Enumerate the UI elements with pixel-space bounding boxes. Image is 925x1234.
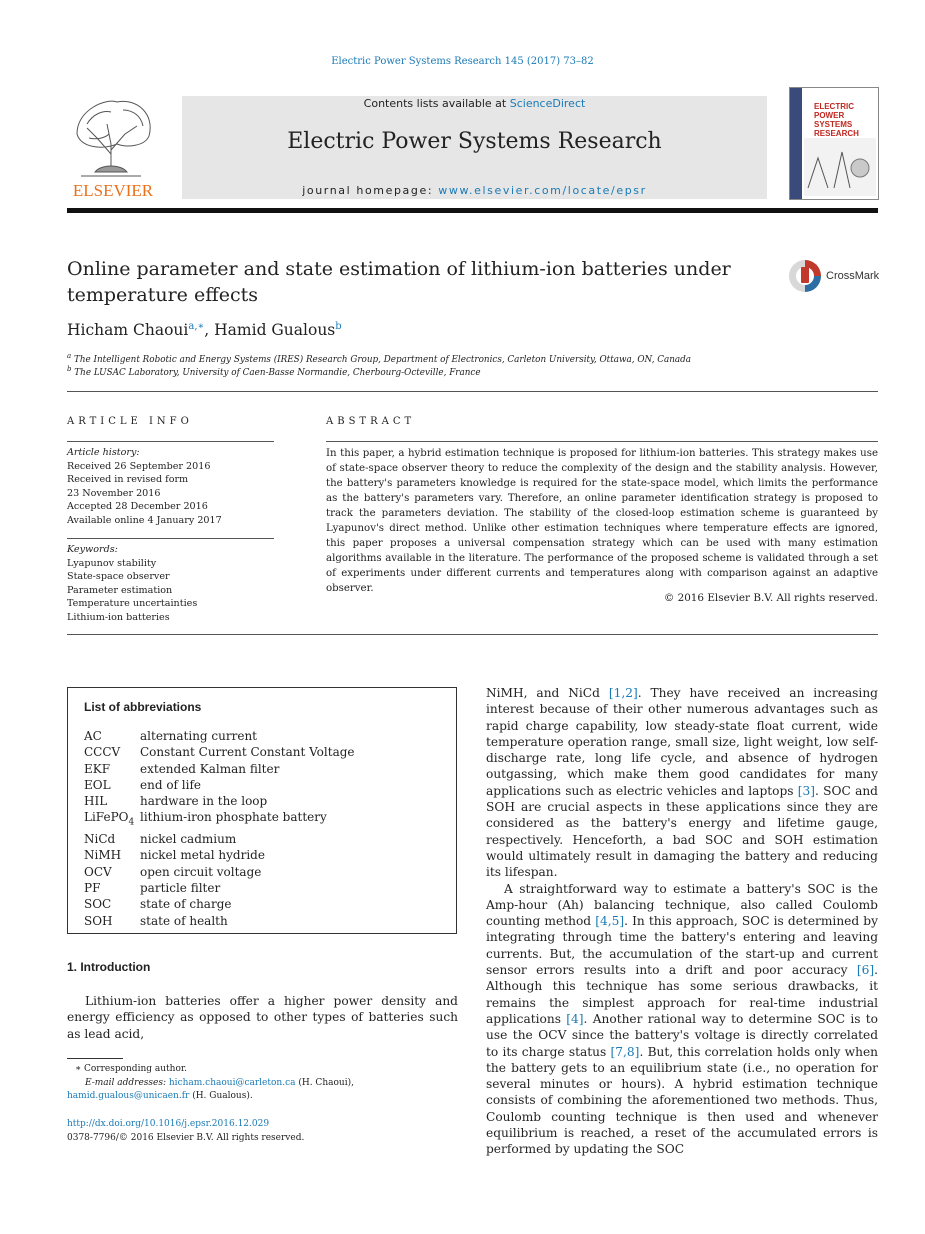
history-item: Received in revised form (67, 474, 189, 485)
intro-paragraph: Lithium-ion batteries offer a higher power density and energy efficiency as opposed to other types of batteries such as lead acid, (67, 994, 458, 1041)
abbreviation-definition: hardware in the loop (140, 794, 268, 809)
abbreviation-row (84, 728, 355, 744)
abbreviation-term: PF (84, 881, 101, 896)
abbreviations-list (84, 728, 355, 929)
abbreviation-row (84, 761, 355, 777)
doi-block (67, 1118, 304, 1145)
abstract-heading: ABSTRACT (326, 416, 416, 427)
abbreviation-term: CCCV (84, 745, 121, 760)
history-item: 23 November 2016 (67, 487, 161, 499)
divider (326, 441, 878, 442)
affiliation-a: $^a$ The Intelligent Robotic and Energy Systems (IRES) Research Group, Department of Electronics, Carleton University, Ottawa, ON, Canada (67, 352, 692, 365)
body-paragraph: A straightforward way to estimate a battery's SOC is the Amp-hour (Ah) balancing technique, also called Coulomb counting method [4,5]. In this approach, SOC is determined by integrating through time the battery's entering and leaving currents. But, the accumulation of the start-up and current sensor errors results into a drift and poor accuracy [6]. Although this technique has some serious drawbacks, it remains the simplest approach for real-time industrial applications [4]. Another rational way to determine SOC is to use the OCV since the battery's voltage is directly correlated to its charge status [7,8]. But, this correlation holds only when the battery gets to an equilibrium state (i.e., no operation for several minutes or hours). A hybrid estimation technique consists of combining the aforementioned two methods. Thus, Coulomb counting technique is then used and whenever equilibrium is reached, a reset of the accumulated errors is performed by updating the SOC (486, 881, 879, 1157)
abbreviation-row (84, 744, 355, 760)
journal-homepage-link[interactable]: www.elsevier.com/locate/epsr (438, 184, 647, 197)
abbreviation-row (84, 880, 355, 896)
right-column-text (486, 685, 878, 1158)
elsevier-wordmark: ELSEVIER (72, 181, 154, 200)
journal-citation[interactable]: Electric Power Systems Research 145 (2017) 73–82 (331, 56, 594, 67)
abbreviation-definition: end of life (140, 777, 202, 792)
abbreviation-term: NiCd (84, 832, 116, 847)
citation-link[interactable]: [4,5] (595, 914, 625, 929)
keyword[interactable]: Parameter estimation (67, 584, 173, 596)
history-item: Received 26 September 2016 (67, 460, 211, 472)
abstract-copyright: © 2016 Elsevier B.V. All rights reserved. (663, 592, 878, 604)
abstract-text: In this paper, a hybrid estimation technique is proposed for lithium-ion batteries. This strategy makes use of state-space observer theory to reduce the complexity of the design and the stability analysis. However, the battery's parameters knowledge is required for the state-space model, which limits the performance as the battery's parameters vary. Therefore, an online parameter identification strategy is proposed to track the parameters deviation. The stability of the closed-loop estimation scheme is guaranteed by Lyapunov's direct method. Unlike other estimation techniques where temperature effects are ignored, this paper proposes a universal compensation strategy which can be used with many estimation algorithms available in the literature. The performance of the proposed scheme is validated through a set of experiments under different currents and temperatures along with comparison against an adaptive observer. (326, 448, 878, 594)
keyword[interactable]: Temperature uncertainties (67, 598, 198, 609)
keyword[interactable]: Lyapunov stability (67, 557, 157, 569)
author-name: Hamid Gualous (214, 321, 336, 340)
abbreviation-term: SOH (84, 913, 113, 928)
abbreviation-definition: state of charge (140, 897, 232, 912)
header-rule (67, 208, 878, 213)
abbreviation-definition: nickel metal hydride (140, 848, 265, 863)
keyword[interactable]: State-space observer (67, 571, 170, 582)
citation-link[interactable]: [4] (566, 1011, 584, 1026)
crossmark-label: CrossMark (826, 270, 880, 282)
journal-homepage-line: journal homepage: www.elsevier.com/locate/epsr (302, 184, 647, 197)
abbreviation-row (84, 793, 355, 809)
abbreviation-row (84, 809, 355, 831)
abbreviation-row (84, 864, 355, 880)
divider (67, 391, 878, 392)
footnote-rule (67, 1058, 123, 1059)
journal-title: Electric Power Systems Research (287, 129, 662, 154)
abbreviation-row (84, 847, 355, 863)
abbreviation-definition: particle filter (140, 881, 221, 896)
article-info-heading: ARTICLE INFO (67, 416, 193, 427)
section-heading-introduction: 1. Introduction (67, 960, 151, 974)
abbreviation-definition: lithium-iron phosphate battery (140, 810, 327, 825)
abbreviation-term: LiFePO$_4$ (84, 810, 135, 828)
abbreviation-definition: open circuit voltage (140, 864, 262, 879)
abbreviation-term: HIL (84, 794, 108, 809)
affiliation-b: $^b$ The LUSAC Laboratory, University of Caen-Basse Normandie, Cherbourg-Octeville, France (67, 365, 481, 378)
abbreviations-title: List of abbreviations (84, 700, 202, 714)
abbreviation-row (84, 831, 355, 847)
contents-line: Contents lists available at ScienceDirect (363, 97, 586, 110)
abbreviation-term: AC (84, 729, 102, 743)
abbreviation-term: NiMH (84, 848, 122, 863)
history-item: Available online 4 January 2017 (67, 514, 222, 526)
abbreviation-term: EOL (84, 777, 111, 792)
email-link[interactable]: hicham.chaoui@carleton.ca (168, 1077, 296, 1088)
abbreviation-term: SOC (84, 897, 112, 912)
elsevier-logo (67, 94, 159, 202)
abbreviation-row (84, 896, 355, 912)
body-paragraph: NiMH, and NiCd [1,2]. They have received an increasing interest because of their other numerous advantages such as rapid charge capability, low steady-state float current, wide temperature operation range, small size, light weight, low self-discharge rate, long life cycle, and absence of hydrogen outgassing, which make them good candidates for many applications such as electric vehicles and laptops [3]. SOC and SOH are crucial aspects in these applications since they are considered as the battery's energy and lifetime gauge, respectively. Henceforth, a bad SOC and SOH estimation would ultimately result in damaging the battery and reducing its lifespan. (486, 686, 878, 880)
crossmark-icon (787, 258, 823, 294)
abbreviation-term: EKF (84, 761, 111, 776)
divider (67, 634, 878, 635)
article-title: Online parameter and state estimation of lithium-ion batteries under temperature effects (67, 258, 731, 306)
divider (67, 441, 274, 442)
author-list: Hicham Chaoui$^{a,∗}$, Hamid Gualous$^b$ (67, 321, 342, 340)
keyword[interactable]: Lithium-ion batteries (67, 611, 170, 623)
abbreviation-row (84, 913, 355, 929)
author-affiliation-marker[interactable]: a,∗ (188, 321, 205, 332)
abbreviations-box (67, 687, 457, 934)
keywords: Keywords: Lyapunov stability State-space observer Parameter estimation Temperature uncertainties Lithium-ion batteries (67, 544, 198, 623)
email-link[interactable]: hamid.gualous@unicaen.fr (67, 1091, 190, 1101)
citation-link[interactable]: [6] (856, 963, 875, 978)
abbreviation-definition: alternating current (140, 729, 257, 743)
abbreviation-definition: state of health (140, 913, 228, 928)
doi-link[interactable]: http://dx.doi.org/10.1016/j.epsr.2016.12.029 (67, 1119, 270, 1129)
journal-cover-image[interactable] (789, 87, 879, 200)
sciencedirect-link[interactable]: ScienceDirect (509, 97, 586, 110)
history-item: Accepted 28 December 2016 (67, 501, 208, 512)
abbreviation-term: OCV (84, 864, 112, 879)
abbreviation-definition: extended Kalman filter (140, 761, 280, 776)
issn-line: 0378-7796/© 2016 Elsevier B.V. All rights reserved. (67, 1132, 305, 1143)
footnote: ∗ Corresponding author. E-mail addresses: hicham.chaoui@carleton.ca (H. Chaoui), hamid.gualous@unicaen.fr (H. Gualous). (67, 1064, 354, 1101)
citation-link[interactable]: [3] (797, 783, 816, 798)
author-affiliation-marker[interactable]: b (335, 321, 342, 332)
abbreviation-definition: Constant Current Constant Voltage (140, 745, 355, 760)
cover-illustration-icon (804, 138, 876, 196)
article-history: Article history: Received 26 September 2016 Received in revised form 23 November 2016 Accepted 28 December 2016 Available online 4 January 2017 (67, 447, 222, 526)
author-name: Hicham Chaoui (67, 321, 189, 340)
cover-title: ELECTRIC POWER SYSTEMS RESEARCH (814, 102, 859, 138)
citation-link[interactable]: [1,2] (608, 686, 638, 700)
citation-link[interactable]: [7,8] (610, 1044, 640, 1059)
elsevier-tree-icon (67, 94, 159, 202)
cover-strip (790, 88, 802, 199)
crossmark-badge[interactable] (787, 258, 879, 294)
divider (67, 538, 274, 539)
abbreviation-definition: nickel cadmium (140, 832, 237, 847)
abbreviation-row (84, 777, 355, 793)
